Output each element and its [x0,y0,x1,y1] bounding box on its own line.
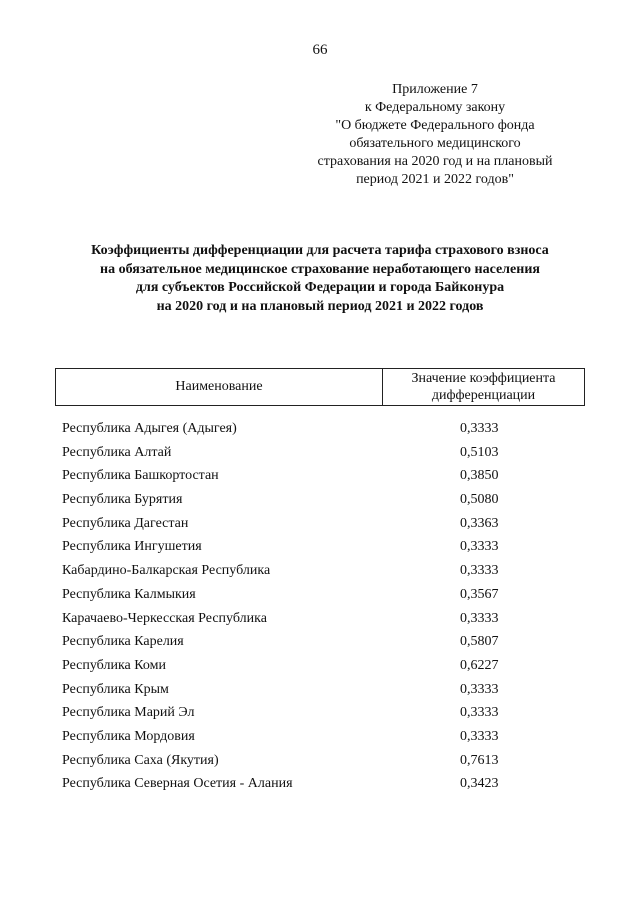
table-row [0,421,640,445]
coefficient-value: 0,3333 [460,705,499,721]
coefficient-value: 0,3333 [460,681,499,697]
region-name: Кабардино-Балкарская Республика [62,563,271,579]
appendix-line: "О бюджете Федерального фонда [335,118,535,133]
appendix-line: период 2021 и 2022 годов" [356,172,514,187]
title-line: на 2020 год и на плановый период 2021 и 2022 годов [156,298,484,314]
table-row [0,587,640,611]
table-row [0,634,640,658]
appendix-block [290,81,580,189]
region-name: Республика Адыгея (Адыгея) [62,421,237,436]
coefficient-value: 0,3333 [460,610,499,626]
region-name: Республика Северная Осетия - Алания [62,776,293,792]
table-row [0,611,640,635]
coefficient-value: 0,3850 [460,468,499,484]
table-body [0,421,640,800]
appendix-line: страхования на 2020 год и на плановый [317,154,553,169]
region-name: Республика Мордовия [62,728,195,744]
column-header-value-line: Значение коэффициента [411,371,556,386]
coefficient-value: 0,3423 [460,776,499,792]
coefficient-value: 0,3333 [460,539,499,555]
coefficient-value: 0,3363 [460,515,499,531]
table-row [0,705,640,729]
region-name: Республика Башкортостан [62,468,219,484]
page-number: 66 [312,42,328,58]
region-name: Республика Крым [62,681,169,697]
region-name: Республика Калмыкия [62,586,196,602]
region-name: Республика Саха (Якутия) [62,752,219,768]
table-row [0,468,640,492]
column-header-value-line: дифференциации [431,388,536,403]
region-name: Республика Коми [62,657,166,673]
table-row [0,516,640,540]
region-name: Республика Алтай [62,444,172,460]
region-name: Республика Марий Эл [62,705,195,721]
region-name: Республика Ингушетия [62,539,202,555]
document-title [40,242,600,316]
coefficient-value: 0,3333 [460,421,499,436]
coefficient-value: 0,5807 [460,634,499,650]
table-row [0,563,640,587]
coefficient-value: 0,6227 [460,657,499,673]
table-row [0,729,640,753]
table-row [0,445,640,469]
table-row [0,658,640,682]
coefficient-value: 0,3567 [460,586,499,602]
coefficient-value: 0,7613 [460,752,499,768]
appendix-line: Приложение 7 [392,82,478,97]
region-name: Республика Дагестан [62,515,189,531]
coefficient-value: 0,3333 [460,563,499,579]
table-row [0,539,640,563]
region-name: Республика Карелия [62,634,184,650]
table-row [0,492,640,516]
table-header [55,368,585,406]
column-header-name: Наименование [56,369,383,405]
column-header-value [383,369,584,405]
table-row [0,776,640,800]
appendix-line: обязательного медицинского [349,136,521,151]
title-line: Коэффициенты дифференциации для расчета тарифа страхового взноса [91,243,549,258]
region-name: Республика Бурятия [62,492,183,508]
coefficient-value: 0,3333 [460,728,499,744]
coefficient-value: 0,5103 [460,444,499,460]
region-name: Карачаево-Черкесская Республика [62,610,267,626]
title-line: на обязательное медицинское страхование неработающего населения [100,261,540,277]
coefficient-value: 0,5080 [460,492,499,508]
appendix-line: к Федеральному закону [364,100,506,115]
table-row [0,753,640,777]
table-row [0,682,640,706]
title-line: для субъектов Российской Федерации и города Байконура [135,280,505,295]
